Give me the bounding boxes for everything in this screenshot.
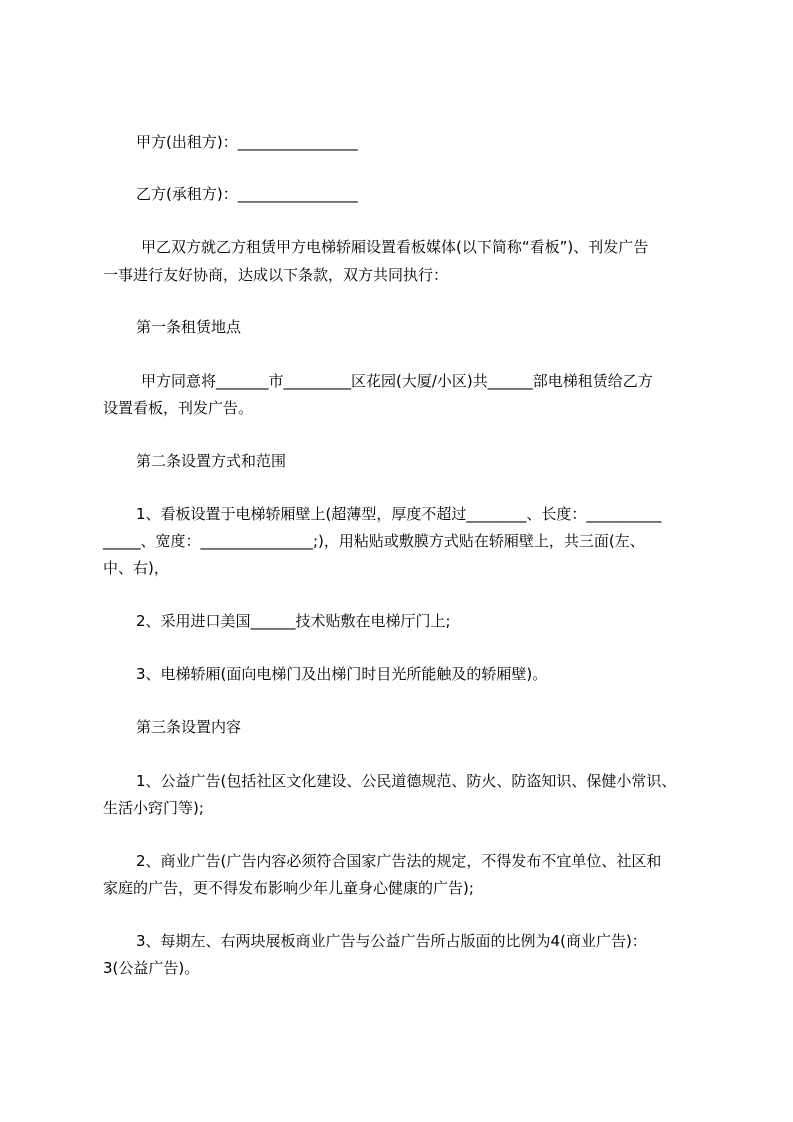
article-2-item-3: 3、电梯轿厢(面向电梯门及出梯门时目光所能触及的轿厢壁)。 [136, 665, 548, 683]
article-3-item-2-line-1: 2、商业广告(广告内容必须符合国家广告法的规定，不得发布不宜单位、社区和 [136, 852, 662, 870]
article-3-item-2-line-2: 家庭的广告，更不得发布影响少年儿童身心健康的广告); [103, 879, 474, 897]
party-b-line: 乙方(承租方)：________________ [136, 185, 358, 203]
article-2-item-1-line-3: 中、右)， [103, 559, 169, 577]
article-3-item-3-line-1: 3、每期左、右两块展板商业广告与公益广告所占版面的比例为4(商业广告)： [136, 932, 647, 950]
article-1-body-line-2: 设置看板，刊发广告。 [103, 399, 254, 417]
intro-line-1: 甲乙双方就乙方租赁甲方电梯轿厢设置看板媒体(以下简称“看板”)、刊发广告 [141, 238, 649, 256]
article-2-item-1-line-1: 1、看板设置于电梯轿厢壁上(超薄型，厚度不超过________、长度：__________ [136, 505, 662, 523]
party-a-line: 甲方(出租方)：________________ [136, 133, 358, 151]
intro-line-2: 一事进行友好协商，达成以下条款，双方共同执行： [103, 266, 449, 284]
article-1-body-line-1: 甲方同意将_______市_________区花园(大厦/小区)共______部电梯租赁给乙方 [141, 372, 653, 390]
article-3-item-1-line-2: 生活小窍门等); [103, 799, 204, 817]
article-1-title: 第一条租赁地点 [136, 318, 242, 336]
article-2-title: 第二条设置方式和范围 [136, 452, 287, 470]
article-3-title: 第三条设置内容 [136, 718, 242, 736]
article-3-item-3-line-2: 3(公益广告)。 [103, 959, 200, 977]
article-3-item-1-line-1: 1、公益广告(包括社区文化建设、公民道德规范、防火、防盗知识、保健小常识、 [136, 772, 677, 790]
article-2-item-2: 2、采用进口美国______技术贴敷在电梯厅门上; [136, 612, 451, 630]
article-2-item-1-line-2: _____、宽度：_______________;)，用粘贴或敷膜方式贴在轿厢壁上，共三面(左、 [103, 532, 645, 550]
